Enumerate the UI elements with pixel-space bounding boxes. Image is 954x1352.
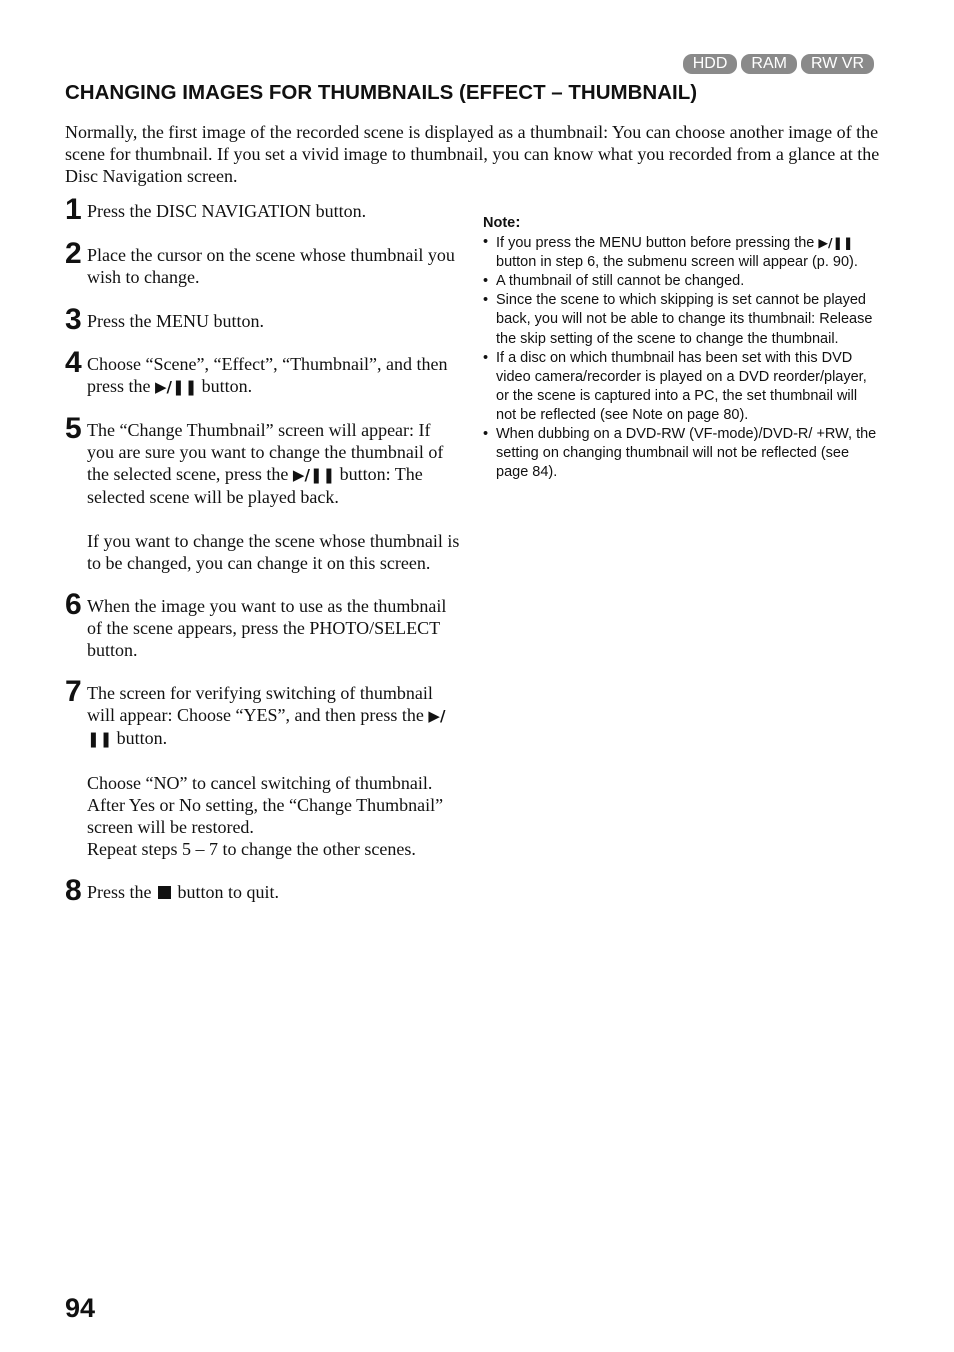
- step-text: Press the MENU button.: [87, 311, 264, 331]
- play-pause-icon: ▶/❚❚: [818, 235, 854, 251]
- step-7: [65, 675, 460, 860]
- step-number: 4: [65, 346, 82, 379]
- step-text: Place the cursor on the scene whose thumbnail you wish to change.: [87, 245, 455, 287]
- step-text: When the image you want to use as the thumbnail of the scene appears, press the PHOTO/SELECT button.: [87, 596, 447, 660]
- step-number: 3: [65, 303, 82, 336]
- step-number: 1: [65, 193, 82, 226]
- note-item: • A thumbnail of still cannot be changed.: [483, 272, 878, 291]
- note-text-before: If you press the MENU button before pressing the: [496, 235, 815, 252]
- step-number: 7: [65, 675, 82, 708]
- note-list: [483, 233, 878, 482]
- step-text-after: button to quit.: [177, 882, 280, 902]
- note-box: [483, 213, 878, 482]
- step-text: Press the DISC NAVIGATION button.: [87, 201, 367, 221]
- badge-hdd: HDD: [683, 54, 738, 74]
- step-text: [87, 419, 460, 508]
- play-pause-icon: ▶/❚❚: [292, 466, 336, 484]
- step-text-before: The “Change Thumbnail” screen will appear: If you are sure you want to change the thumbnail of the selected scene, press the: [87, 420, 444, 484]
- step-number: 6: [65, 588, 82, 621]
- note-heading: Note:: [483, 214, 521, 231]
- step-text-after: button.: [116, 728, 168, 748]
- step-text: [87, 881, 460, 903]
- page-number: 94: [65, 1293, 96, 1323]
- step-text-before: Choose “Scene”, “Effect”, “Thumbnail”, and then press the: [87, 354, 448, 396]
- step-extra: [87, 772, 460, 860]
- step-4: [65, 346, 460, 398]
- note-item: • Since the scene to which skipping is set cannot be played back, you will not be able to change its thumbnail: Release the skip setting of the scene to change the thumbnail.: [483, 291, 878, 348]
- play-pause-icon: ▶/❚❚: [154, 378, 198, 396]
- step-text-after: button.: [201, 376, 253, 396]
- badge-ram: RAM: [741, 54, 797, 74]
- step-text: [87, 682, 460, 750]
- note-item: • When dubbing on a DVD-RW (VF-mode)/DVD-R/ +RW, the setting on changing thumbnail will not be reflected (see page 84).: [483, 425, 878, 482]
- step-extra: If you want to change the scene whose thumbnail is to be changed, you can change it on this screen.: [87, 531, 460, 573]
- note-item: [483, 233, 878, 272]
- play-pause-icon: ▶/❚❚: [87, 707, 446, 748]
- note-heading-text: Note: [483, 215, 516, 231]
- step-number: 2: [65, 237, 82, 270]
- steps-list: [65, 193, 460, 907]
- step-5: [65, 412, 460, 574]
- format-badges: [683, 54, 874, 74]
- step-extra-line: Choose “NO” to cancel switching of thumbnail.: [87, 773, 433, 793]
- step-3: [65, 303, 460, 336]
- step-6: [65, 588, 460, 661]
- note-text-after: button in step 6, the submenu screen will appear (p. 90).: [496, 254, 858, 271]
- stop-icon: [158, 886, 171, 899]
- badge-rw-vr: RW VR: [801, 54, 874, 74]
- step-8: [65, 874, 460, 907]
- note-item: • If a disc on which thumbnail has been set with this DVD video camera/recorder is played on a DVD reorder/player, or the scene is captured into a PC, the set thumbnail will not be reflected (see Note on page 80).: [483, 349, 878, 425]
- step-extra-line: Repeat steps 5 – 7 to change the other scenes.: [87, 839, 416, 859]
- step-text-after: button: The selected scene will be played back.: [87, 464, 423, 507]
- step-text: [87, 353, 460, 398]
- step-extra-line: After Yes or No setting, the “Change Thumbnail” screen will be restored.: [87, 795, 444, 837]
- step-number: 8: [65, 874, 82, 907]
- step-text-before: Press the: [87, 882, 152, 902]
- step-1: [65, 193, 460, 226]
- section-title: CHANGING IMAGES FOR THUMBNAILS (EFFECT – THUMBNAIL): [65, 81, 698, 104]
- step-number: 5: [65, 412, 82, 445]
- step-text-before: The screen for verifying switching of thumbnail will appear: Choose “YES”, and then press the: [87, 683, 433, 725]
- intro-paragraph: Normally, the first image of the recorded scene is displayed as a thumbnail: You can choose another image of the scene for thumbnail. If you set a vivid image to thumbnail, you can know what you recorded from a glance at the Disc Navigation screen.: [65, 122, 880, 186]
- step-2: [65, 237, 460, 288]
